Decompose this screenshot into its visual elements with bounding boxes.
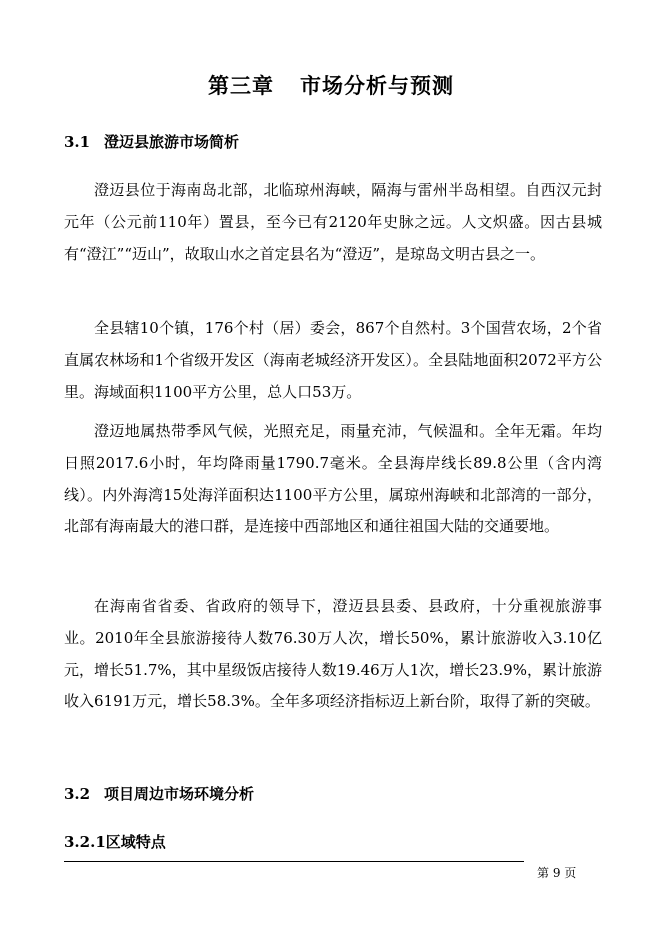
section-heading-3-2 (64, 783, 254, 804)
section-number: 3.2 (64, 785, 91, 803)
section-title: 项目周边市场环境分析 (104, 785, 255, 803)
section-number: 3.1 (64, 133, 91, 151)
paragraph-location-history: 澄迈县位于海南岛北部，北临琼州海峡，隔海与雷州半岛相望。自西汉元封元年（公元前110年）置县，至今已有2120年史脉之远。人文炽盛。因古县城有“澄江”“迈山”，故取山水之首定县名为“澄迈”，是琼岛文明古县之一。 (64, 181, 602, 263)
chapter-number: 第三章 (208, 73, 274, 98)
section-heading-3-1 (64, 131, 239, 152)
footer-divider (64, 861, 524, 862)
subsection-title: 区域特点 (105, 833, 166, 851)
subsection-heading-3-2-1 (64, 831, 166, 852)
page-number: 第 9 页 (537, 866, 577, 880)
paragraph-tourism-stats: 在海南省省委、省政府的领导下，澄迈县县委、县政府，十分重视旅游事业。2010年全县旅游接待人数76.30万人次，增长50%，累计旅游收入3.10亿元，增长51.7%，其中星级饭店接待人数19.46万人1次，增长23.9%，累计旅游收入6191万元，增长58.3%。全年多项经济指标迈上新台阶，取得了新的突破。 (64, 597, 602, 711)
paragraph-administrative: 全县辖10个镇，176个村（居）委会，867个自然村。3个国营农场，2个省直属农林场和1个省级开发区（海南老城经济开发区）。全县陆地面积2072平方公里。海域面积1100平方公里，总人口53万。 (64, 319, 602, 401)
subsection-number: 3.2.1 (64, 833, 106, 851)
chapter-name: 市场分析与预测 (300, 73, 454, 98)
paragraph-climate-geography: 澄迈地属热带季风气候，光照充足，雨量充沛，气候温和。全年无霜。年均日照2017.6小时，年均降雨量1790.7毫米。全县海岸线长89.8公里（含内湾线）。内外海湾15处海洋面积达1100平方公里，属琼州海峡和北部湾的一部分，北部有海南最大的港口群，是连接中西部地区和通往祖国大陆的交通要地。 (64, 422, 602, 536)
chapter-title (0, 70, 662, 100)
section-title: 澄迈县旅游市场简析 (104, 133, 240, 151)
